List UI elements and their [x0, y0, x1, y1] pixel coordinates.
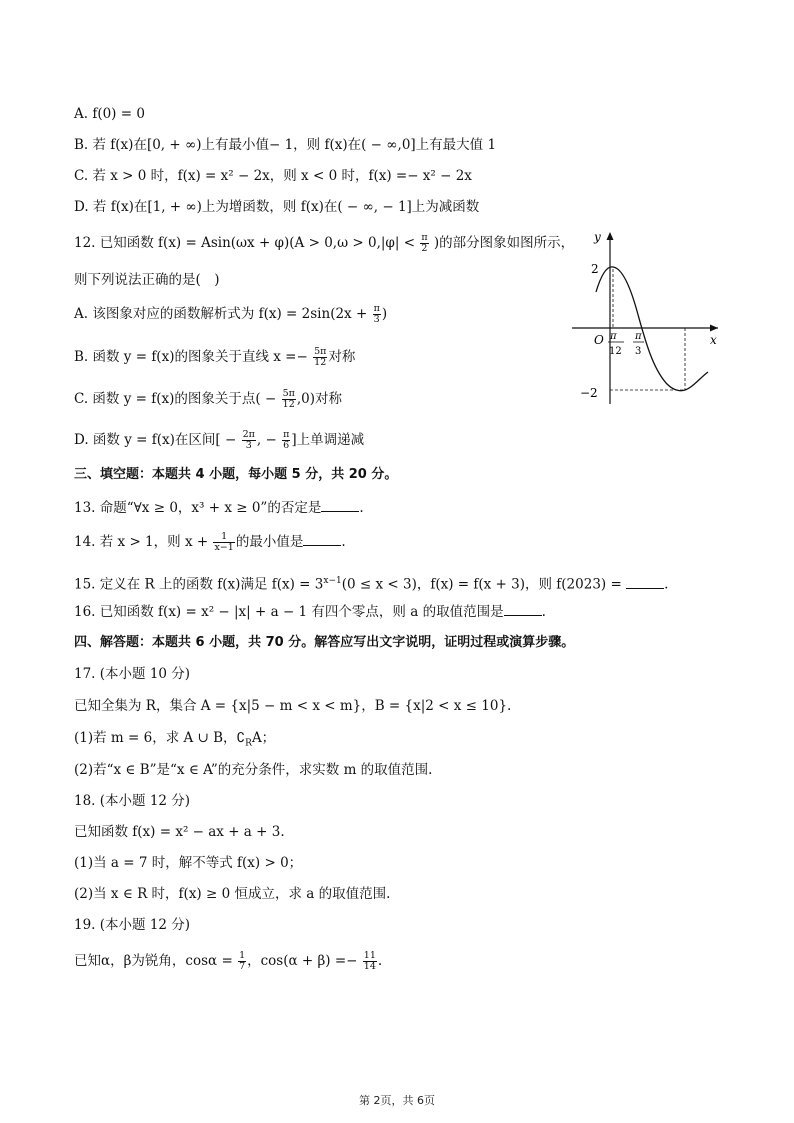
q15: 15. 定义在 R 上的函数 f(x)满足 $f(x) = 3^{x-1}(0 \le x < 3)$，f(x) = f(x + 3)，则 f(2023) = .	[74, 576, 669, 593]
page-footer: 第 2页，共 6页	[359, 1094, 435, 1107]
q18-part2: (2)当 x ∈ R 时，f(x) ≥ 0 恒成立，求 a 的取值范围.	[74, 886, 391, 902]
q12-stem-fraction: $\frac{\pi}{2}$	[421, 232, 428, 254]
q12-stem-post: )的部分图象如图所示，	[433, 235, 575, 251]
q18-stem: 已知函数 f(x) = x² − ax + a + 3.	[74, 824, 285, 840]
q18-part1: (1)当 a = 7 时，解不等式 f(x) > 0；	[74, 855, 303, 871]
tick1-numerator: π	[610, 331, 617, 342]
q12-option-d: D. 函数 y = f(x)在区间[ − $\frac{2\pi}{3}$ , − $\frac{\pi}{6}$ ]上单调递减	[74, 429, 365, 451]
q14: 14. 若 x > 1，则 x + $\frac{1}{x-1}$ 的最小值是 .	[74, 531, 346, 553]
y-min-label: −2	[580, 386, 598, 400]
origin-label: O	[594, 333, 604, 347]
answer-blank	[504, 603, 542, 616]
q16: 16. 已知函数 f(x) = x² − |x| + a − 1 有四个零点，则 a 的取值范围是 .	[74, 604, 546, 620]
q11-option-c: C. 若 x > 0 时，f(x) = x² − 2x，则 x < 0 时，f(x) =− x² − 2x	[74, 168, 472, 184]
q17-head: 17. (本小题 10 分)	[74, 666, 191, 682]
q18-head: 18. (本小题 12 分)	[74, 793, 191, 809]
q19-stem: 已知α，β为锐角，cosα = $\frac{1}{7}$ ，cos(α + β) =− $\frac{11}{14}$ .	[74, 950, 383, 972]
q12-stem	[74, 233, 574, 254]
y-max-label: 2	[591, 262, 599, 276]
q17-stem: 已知全集为 R，集合 A = {x|5 − m < x < m}，B = {x|2 < x ≤ 10}.	[74, 698, 512, 714]
tick1-denominator: 12	[609, 346, 622, 357]
q17-part2: (2)若“x ∈ B”是“x ∈ A”的充分条件，求实数 m 的取值范围.	[74, 762, 433, 778]
sine-graph	[572, 226, 722, 406]
q12-stem-pre: 12. 已知函数 f(x) = Asin(ωx + φ)(A > 0,ω > 0,|φ| <	[74, 235, 416, 251]
q11-option-d: D. 若 f(x)在[1, + ∞)上为增函数，则 f(x)在( − ∞, − 1]上为减函数	[74, 199, 480, 215]
q12-option-a: A. 该图象对应的函数解析式为 f(x) = 2sin(2x + $\frac{\pi}{3}$ )	[74, 303, 388, 325]
answer-blank	[303, 533, 341, 546]
answer-blank	[321, 499, 359, 512]
q13: 13. 命题“∀x ≥ 0，x³ + x ≥ 0”的否定是 .	[74, 500, 364, 516]
q12-option-c: C. 函数 y = f(x)的图象关于点( − $\frac{5\pi}{12}$ ,0)对称	[74, 388, 343, 410]
tick2-denominator: 3	[635, 346, 642, 357]
tick2-numerator: π	[635, 331, 642, 342]
y-axis-arrow-icon	[607, 232, 614, 240]
section4-heading: 四、解答题：本题共 6 小题，共 70 分。解答应写出文字说明，证明过程或演算步骤。	[74, 635, 575, 650]
q19-head: 19. (本小题 12 分)	[74, 917, 191, 933]
q11-option-a: A. f(0) = 0	[74, 106, 145, 122]
answer-blank	[626, 576, 664, 589]
y-axis-label: y	[594, 230, 601, 244]
q17-part1: (1)若 m = 6，求 A ∪ B，$∁_RA$；	[74, 730, 276, 749]
q11-option-b: B. 若 f(x)在[0, + ∞)上有最小值− 1，则 f(x)在( − ∞,0]上有最大值 1	[74, 137, 497, 153]
x-axis-label: x	[710, 333, 717, 347]
section3-heading: 三、填空题：本题共 4 小题，每小题 5 分，共 20 分。	[74, 467, 398, 482]
q12-stem2: 则下列说法正确的是( )	[74, 272, 220, 288]
x-axis-arrow-icon	[710, 325, 718, 332]
q12-option-b: B. 函数 y = f(x)的图象关于直线 x =− $\frac{5\pi}{12}$ 对称	[74, 346, 356, 368]
